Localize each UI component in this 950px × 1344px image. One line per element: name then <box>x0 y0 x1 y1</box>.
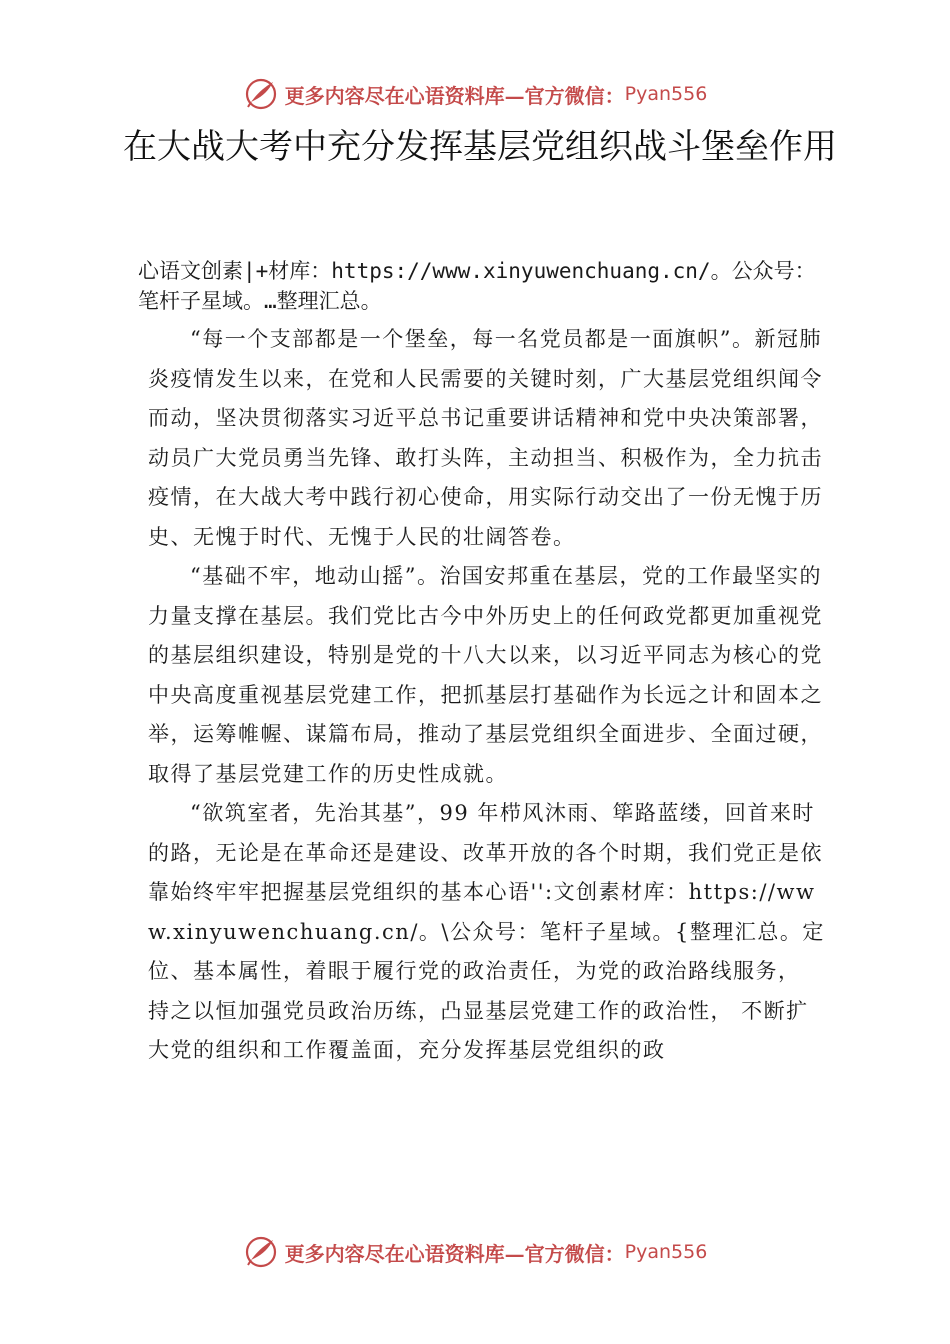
paragraph-1: “每一个支部都是一个堡垒，每一名党员都是一面旗帜”。新冠肺炎疫情发生以来，在党和人民需要的关键时刻，广大基层党组织闻令而动，坚决贯彻落实习近平总书记重要讲话精神和党中央决策部署，动员广大党员勇当先锋、敢打头阵，主动担当、积极作为，全力抗击疫情，在大战大考中践行初心使命，用实际行动交出了一份无愧于历史、无愧于时代、无愧于人民的壮阔答卷。 <box>148 327 823 549</box>
document-title: 在大战大考中充分发挥基层党组织战斗堡垒作用 <box>123 127 837 167</box>
paragraph-2: “基础不牢，地动山摇”。治国安邦重在基层，党的工作最坚实的力量支撑在基层。我们党比古今中外历史上的任何政党都更加重视党的基层组织建设，特别是党的十八大以来，以习近平同志为核心的党中央高度重视基层党建工作，把抓基层打基础作为长远之计和固本之举，运筹帷幄、谋篇布局，推动了基层党组织全面进步、全面过硬，取得了基层党建工作的历史性成就。 <box>148 564 823 786</box>
watermark-wechat-id: Pyan556 <box>624 83 708 105</box>
quill-pen-logo-icon <box>243 1234 279 1270</box>
paragraph-3: “欲筑室者，先治其基”，99 年栉风沐雨、筚路蓝缕，回首来时的路，无论是在革命还是建设、改革开放的各个时期，我们党正是依靠始终牢牢把握基层党组织的基本心语'':文创素材库：https://www.xinyuwenchuang.cn/。\公众号：笔杆子星域。{整理汇总。定位、基本属性，着眼于履行党的政治责任，为党的政治路线服务， 持之以恒加强党员政治历练，凸显基层党建工作的政治性， 不断扩大党的组织和工作覆盖面，充分发挥基层党组织的政 <box>148 801 825 1062</box>
source-line: 心语文创素|+材库：https://www.xinyuwenchuang.cn/。公众号：笔杆子星域。…整理汇总。 <box>138 259 816 313</box>
quill-pen-logo-icon <box>243 76 279 112</box>
watermark-text: 更多内容尽在心语资料库—官方微信： <box>284 1241 625 1266</box>
watermark-banner-bottom <box>0 1230 950 1274</box>
watermark-banner-top <box>0 72 950 116</box>
watermark-wechat-id: Pyan556 <box>624 1241 708 1263</box>
watermark-text: 更多内容尽在心语资料库—官方微信： <box>284 83 625 108</box>
document-body <box>138 256 828 1071</box>
